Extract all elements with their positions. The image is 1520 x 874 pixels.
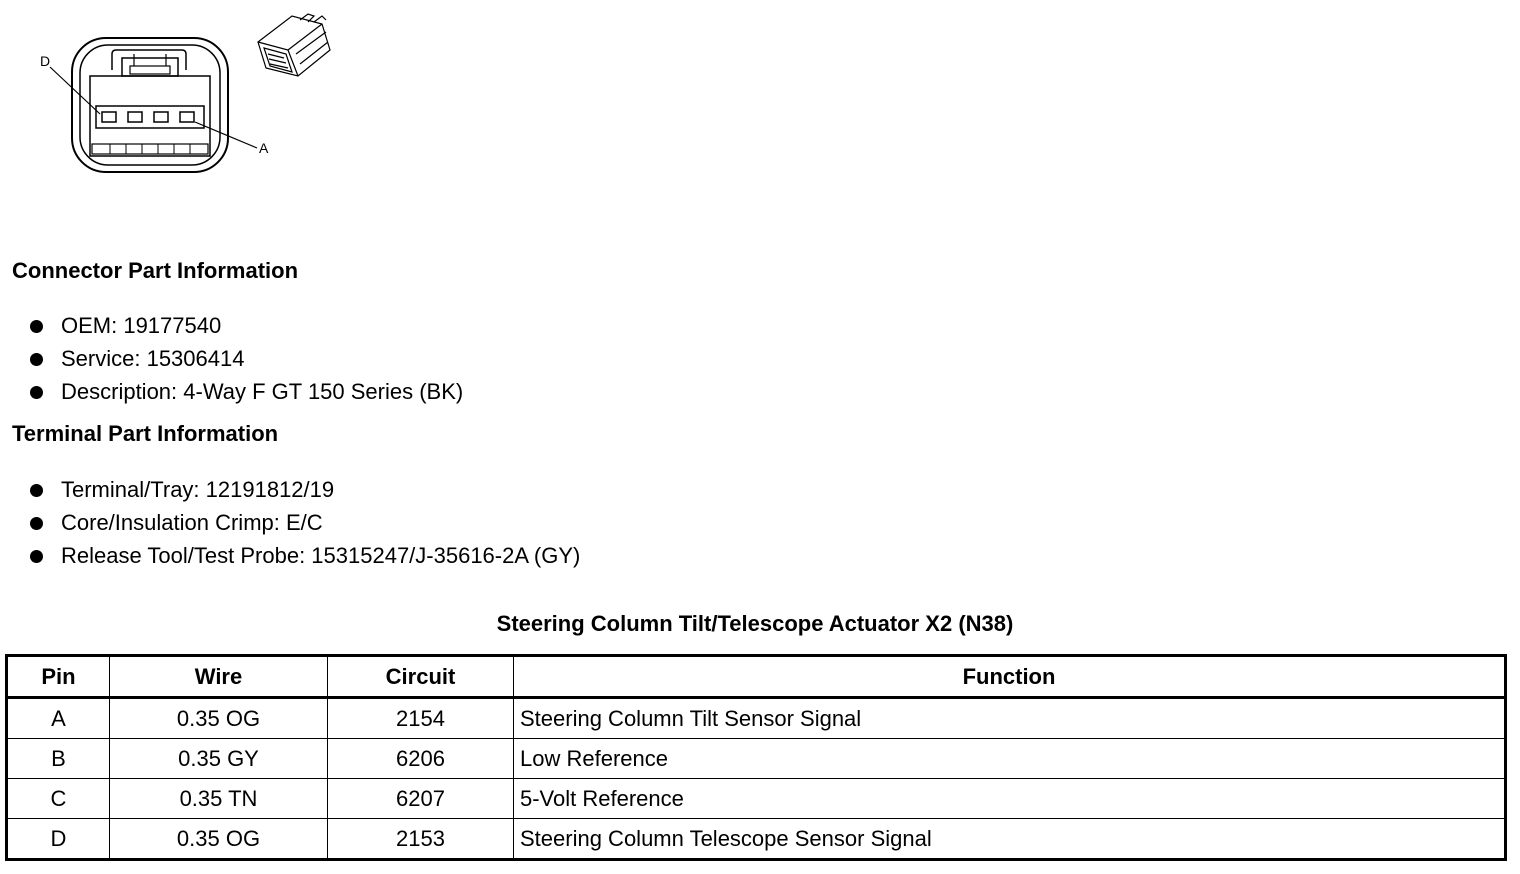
cell-pin: C: [7, 779, 110, 819]
cell-circuit: 2153: [328, 819, 514, 860]
table-row: [7, 819, 1506, 860]
bullet-icon: [30, 320, 43, 333]
cell-wire: 0.35 OG: [110, 698, 328, 739]
cell-circuit: 2154: [328, 698, 514, 739]
cell-function: Steering Column Tilt Sensor Signal: [514, 698, 1506, 739]
list-item: [30, 312, 463, 345]
bullet-icon: [30, 484, 43, 497]
connector-3d-thumbnail: [258, 14, 330, 76]
release-tool-test-probe: Release Tool/Test Probe: 15315247/J-35616-2A (GY): [61, 543, 581, 568]
cell-function: Low Reference: [514, 739, 1506, 779]
pinout-table-title: Steering Column Tilt/Telescope Actuator X2 (N38): [496, 611, 1014, 636]
pinout-table: [5, 654, 1507, 861]
connector-description: Description: 4-Way F GT 150 Series (BK): [61, 379, 464, 404]
header-wire: Wire: [110, 656, 328, 698]
terminal-part-info-heading: Terminal Part Information: [12, 421, 279, 446]
cell-function: 5-Volt Reference: [514, 779, 1506, 819]
terminal-tray: Terminal/Tray: 12191812/19: [61, 477, 335, 502]
cell-pin: D: [7, 819, 110, 860]
cell-circuit: 6207: [328, 779, 514, 819]
cell-pin: A: [7, 698, 110, 739]
cell-pin: B: [7, 739, 110, 779]
cell-wire: 0.35 OG: [110, 819, 328, 860]
list-item: [30, 509, 580, 542]
table-row: [7, 739, 1506, 779]
table-row: [7, 779, 1506, 819]
bullet-icon: [30, 517, 43, 530]
list-item: [30, 345, 463, 378]
pin-label-a: A: [259, 140, 269, 156]
pin-label-d: D: [40, 53, 51, 69]
header-pin: Pin: [7, 656, 110, 698]
bullet-icon: [30, 550, 43, 563]
connector-part-info-list: [30, 312, 463, 411]
list-item: [30, 378, 463, 411]
connector-part-info-heading: Connector Part Information: [12, 258, 299, 283]
table-header-row: [7, 656, 1506, 698]
bullet-icon: [30, 353, 43, 366]
core-insulation-crimp: Core/Insulation Crimp: E/C: [61, 510, 323, 535]
oem-number: OEM: 19177540: [61, 313, 222, 338]
cell-wire: 0.35 TN: [110, 779, 328, 819]
bullet-icon: [30, 386, 43, 399]
service-number: Service: 15306414: [61, 346, 245, 371]
connector-face-diagram: [30, 10, 360, 180]
header-circuit: Circuit: [328, 656, 514, 698]
header-function: Function: [514, 656, 1506, 698]
list-item: [30, 542, 580, 575]
terminal-part-info-list: [30, 476, 580, 575]
cell-function: Steering Column Telescope Sensor Signal: [514, 819, 1506, 860]
list-item: [30, 476, 580, 509]
cell-circuit: 6206: [328, 739, 514, 779]
table-row: [7, 698, 1506, 739]
cell-wire: 0.35 GY: [110, 739, 328, 779]
